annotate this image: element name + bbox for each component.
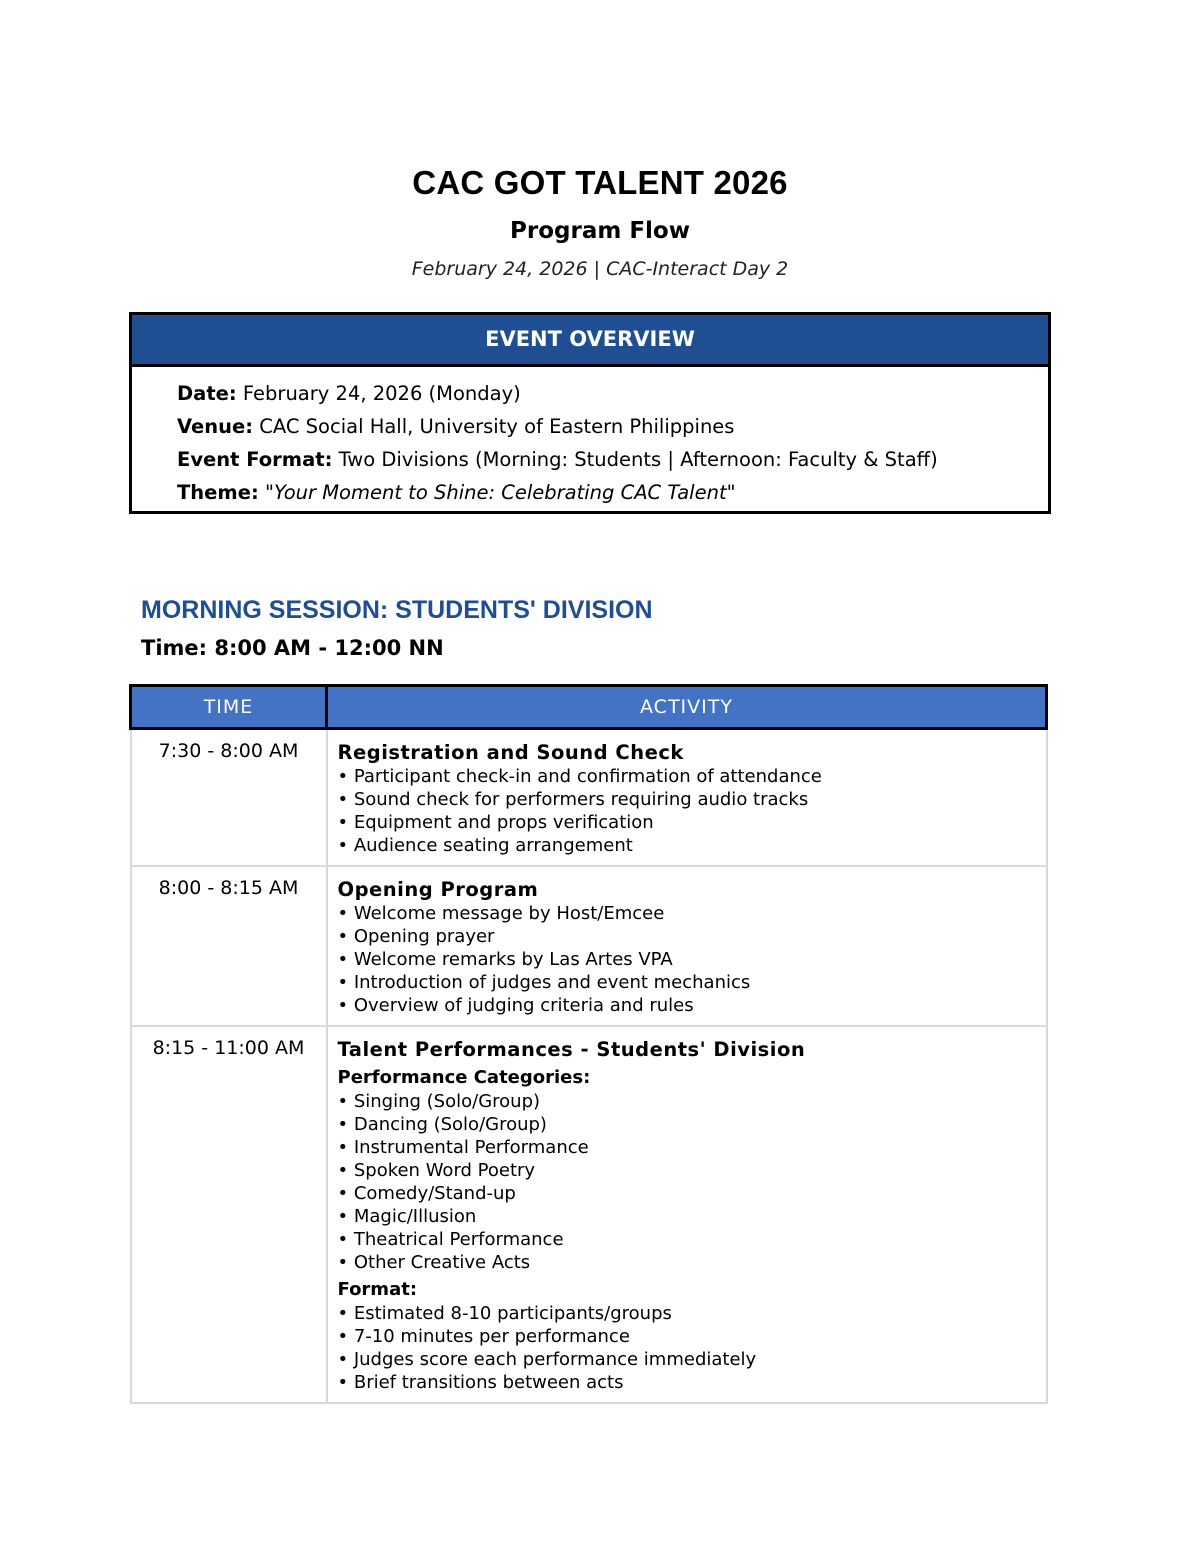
list-item: • Opening prayer xyxy=(337,926,495,947)
list-item: • Sound check for performers requiring audio tracks xyxy=(337,789,809,810)
list-item: • Theatrical Performance xyxy=(337,1229,564,1250)
table-row xyxy=(131,866,1047,1026)
overview-venue-value: CAC Social Hall, University of Eastern Philippines xyxy=(259,415,735,438)
table-row xyxy=(131,729,1047,867)
column-header-activity: ACTIVITY xyxy=(327,686,1047,729)
row-activity xyxy=(327,866,1047,1026)
morning-session-title: MORNING SESSION: STUDENTS' DIVISION xyxy=(141,596,653,624)
categories-heading: Performance Categories: xyxy=(337,1067,591,1088)
row-time: 8:15 - 11:00 AM xyxy=(131,1026,327,1403)
list-item: • Comedy/Stand-up xyxy=(337,1183,516,1204)
table-header-row xyxy=(131,686,1047,729)
morning-schedule-table xyxy=(129,684,1048,1404)
overview-format xyxy=(177,443,1048,476)
event-overview-heading: EVENT OVERVIEW xyxy=(132,315,1048,367)
overview-format-label: Event Format: xyxy=(177,448,333,471)
overview-theme-close-quote: " xyxy=(726,481,736,504)
list-item: • Estimated 8-10 participants/groups xyxy=(337,1303,672,1324)
list-item: • Magic/Illusion xyxy=(337,1206,477,1227)
overview-date-value: February 24, 2026 (Monday) xyxy=(242,382,521,405)
list-item: • 7-10 minutes per performance xyxy=(337,1326,630,1347)
document-title: CAC GOT TALENT 2026 xyxy=(412,164,788,201)
list-item: • Participant check-in and confirmation of attendance xyxy=(337,766,822,787)
list-item: • Judges score each performance immediately xyxy=(337,1349,757,1370)
list-item: • Other Creative Acts xyxy=(337,1252,531,1273)
format-heading: Format: xyxy=(337,1279,418,1300)
overview-theme-open-quote: " xyxy=(264,481,274,504)
list-item: • Instrumental Performance xyxy=(337,1137,589,1158)
event-overview-box xyxy=(129,312,1051,514)
list-item: • Spoken Word Poetry xyxy=(337,1160,536,1181)
morning-session-time: Time: 8:00 AM - 12:00 NN xyxy=(141,636,444,660)
activity-title: Registration and Sound Check xyxy=(337,741,684,764)
overview-date xyxy=(177,377,1048,410)
row-activity xyxy=(327,729,1047,867)
activity-title: Opening Program xyxy=(337,878,539,901)
list-item: • Overview of judging criteria and rules xyxy=(337,995,694,1016)
overview-venue-label: Venue: xyxy=(177,415,254,438)
overview-theme xyxy=(177,476,1048,509)
overview-theme-label: Theme: xyxy=(177,481,259,504)
event-overview-body xyxy=(132,367,1048,509)
column-header-time: TIME xyxy=(131,686,327,729)
overview-format-value: Two Divisions (Morning: Students | Afternoon: Faculty & Staff) xyxy=(338,448,938,471)
overview-venue xyxy=(177,410,1048,443)
activity-title: Talent Performances - Students' Division xyxy=(337,1038,806,1061)
list-item: • Introduction of judges and event mechanics xyxy=(337,972,751,993)
list-item: • Brief transitions between acts xyxy=(337,1372,624,1393)
row-time: 8:00 - 8:15 AM xyxy=(131,866,327,1026)
row-time: 7:30 - 8:00 AM xyxy=(131,729,327,867)
list-item: • Equipment and props verification xyxy=(337,812,654,833)
list-item: • Welcome remarks by Las Artes VPA xyxy=(337,949,673,970)
overview-date-label: Date: xyxy=(177,382,237,405)
row-activity xyxy=(327,1026,1047,1403)
overview-theme-value: Your Moment to Shine: Celebrating CAC Talent xyxy=(273,481,727,504)
list-item: • Singing (Solo/Group) xyxy=(337,1091,541,1112)
list-item: • Audience seating arrangement xyxy=(337,835,633,856)
table-row xyxy=(131,1026,1047,1403)
document-subtitle: Program Flow xyxy=(510,218,690,244)
event-dateline: February 24, 2026 | CAC-Interact Day 2 xyxy=(411,258,789,280)
list-item: • Dancing (Solo/Group) xyxy=(337,1114,547,1135)
list-item: • Welcome message by Host/Emcee xyxy=(337,903,665,924)
